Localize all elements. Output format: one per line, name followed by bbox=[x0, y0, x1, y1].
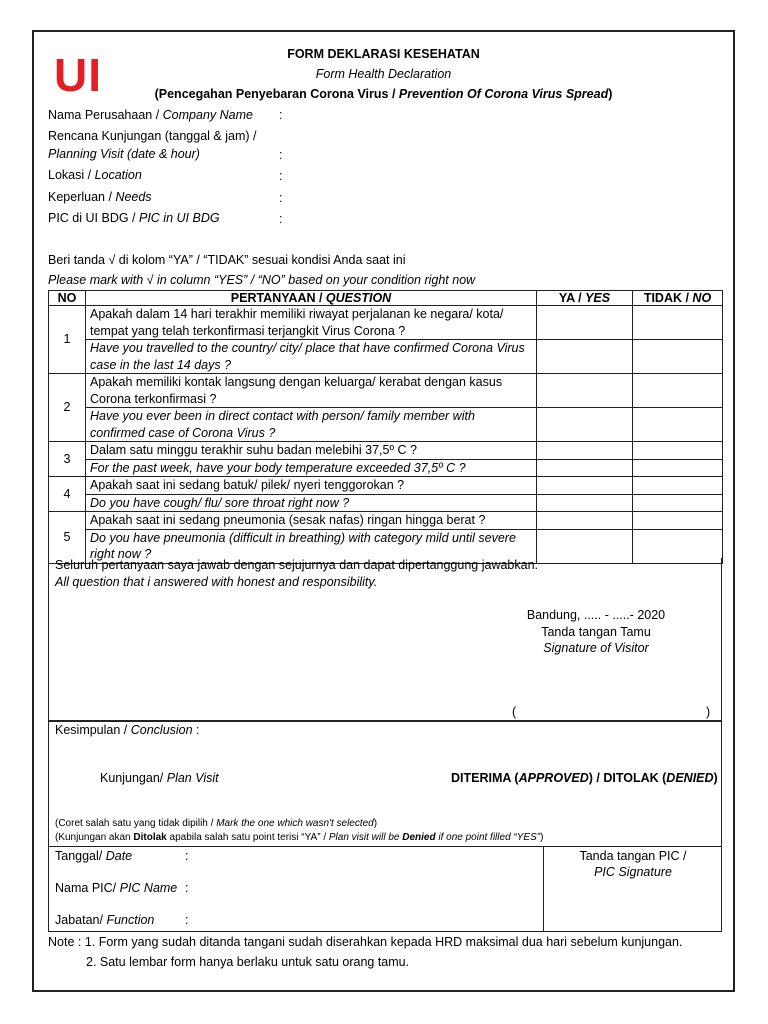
header-no-answer: TIDAK / NO bbox=[633, 291, 723, 306]
question-id: Apakah memiliki kontak langsung dengan keluarga/ kerabat dengan kasus Corona terkonfirmasi ? bbox=[86, 374, 537, 408]
conclusion-note-strike: (Coret salah satu yang tidak dipilih / Mark the one which wasn't selected) bbox=[55, 818, 378, 829]
pic-date-colon: : bbox=[185, 849, 189, 863]
yes-checkbox[interactable] bbox=[537, 306, 633, 340]
form-page bbox=[32, 30, 735, 992]
statement-box bbox=[48, 558, 722, 721]
pic-date-label: Tanggal/ Date bbox=[55, 849, 133, 863]
question-id: Apakah saat ini sedang batuk/ pilek/ nyeri tenggorokan ? bbox=[86, 477, 537, 495]
pic-function-label: Jabatan/ Function bbox=[55, 913, 155, 927]
question-en: Do you have pneumonia (difficult in breathing) with category mild until severe right now ? bbox=[86, 529, 537, 563]
signature-paren-close: ) bbox=[706, 705, 711, 719]
no-checkbox[interactable] bbox=[633, 512, 723, 530]
conclusion-box bbox=[48, 721, 722, 847]
needs-label: Keperluan / Needs bbox=[48, 190, 152, 204]
yes-checkbox[interactable] bbox=[537, 408, 633, 442]
form-title: FORM DEKLARASI KESEHATAN bbox=[287, 47, 480, 61]
pic-signature-label: Tanda tangan PIC / bbox=[579, 849, 687, 863]
yes-checkbox[interactable] bbox=[537, 512, 633, 530]
question-id: Dalam satu minggu terakhir suhu badan melebihi 37,5º C ? bbox=[86, 442, 537, 460]
table-row bbox=[49, 512, 723, 530]
yes-checkbox[interactable] bbox=[537, 442, 633, 460]
no-checkbox[interactable] bbox=[633, 340, 723, 374]
no-checkbox[interactable] bbox=[633, 374, 723, 408]
ui-logo: UI bbox=[54, 49, 102, 101]
instruction-en: Please mark with √ in column “YES” / “NO” based on your condition right now bbox=[48, 273, 476, 287]
yes-checkbox[interactable] bbox=[537, 459, 633, 477]
conclusion-label: Kesimpulan / Conclusion : bbox=[55, 723, 200, 737]
question-en: For the past week, have your body temperature exceeded 37,5º C ? bbox=[86, 459, 537, 477]
table-row bbox=[49, 442, 723, 460]
statement-en: All question that i answered with honest and responsibility. bbox=[55, 575, 378, 589]
row-number: 1 bbox=[49, 306, 86, 374]
note-1: Note : 1. Form yang sudah ditanda tangani sudah diserahkan kepada HRD maksimal dua hari sebelum kunjungan. bbox=[48, 935, 683, 949]
company-name-label: Nama Perusahaan / Company Name bbox=[48, 108, 253, 122]
planning-visit-label: Rencana Kunjungan (tanggal & jam) / bbox=[48, 129, 257, 143]
no-checkbox[interactable] bbox=[633, 442, 723, 460]
pic-box bbox=[48, 847, 722, 932]
row-number: 5 bbox=[49, 512, 86, 564]
no-checkbox[interactable] bbox=[633, 494, 723, 512]
conclusion-note-denied: (Kunjungan akan Ditolak apabila salah satu point terisi “YA” / Plan visit will be Denied if one point filled “YES”) bbox=[55, 832, 544, 843]
table-row bbox=[49, 459, 723, 477]
row-number: 4 bbox=[49, 477, 86, 512]
pic-signature-label-en: PIC Signature bbox=[594, 865, 672, 879]
plan-visit-label: Kunjungan/ Plan Visit bbox=[100, 771, 219, 785]
approval-status[interactable]: DITERIMA (APPROVED) / DITOLAK (DENIED) bbox=[451, 771, 718, 785]
table-row bbox=[49, 374, 723, 408]
visitor-signature-label: Tanda tangan Tamu bbox=[541, 625, 651, 639]
signature-paren-open: ( bbox=[512, 705, 517, 719]
row-number: 2 bbox=[49, 374, 86, 442]
question-en: Do you have cough/ flu/ sore throat right now ? bbox=[86, 494, 537, 512]
instruction-id: Beri tanda √ di kolom “YA” / “TIDAK” sesuai kondisi Anda saat ini bbox=[48, 253, 406, 267]
statement-id: Seluruh pertanyaan saya jawab dengan sejujurnya dan dapat dipertanggung jawabkan. bbox=[55, 558, 538, 572]
form-purpose: (Pencegahan Penyebaran Corona Virus / Prevention Of Corona Virus Spread) bbox=[154, 87, 613, 101]
table-header-row bbox=[49, 291, 723, 306]
question-table bbox=[48, 290, 723, 564]
pic-label: PIC di UI BDG / PIC in UI BDG bbox=[48, 211, 220, 225]
row-number: 3 bbox=[49, 442, 86, 477]
planning-visit-label-en: Planning Visit (date & hour) bbox=[48, 147, 200, 161]
header-question: PERTANYAAN / QUESTION bbox=[86, 291, 537, 306]
pic-function-colon: : bbox=[185, 913, 189, 927]
no-checkbox[interactable] bbox=[633, 306, 723, 340]
form-subtitle: Form Health Declaration bbox=[315, 67, 452, 81]
no-checkbox[interactable] bbox=[633, 459, 723, 477]
table-row bbox=[49, 477, 723, 495]
planning-visit-colon: : bbox=[279, 148, 283, 162]
question-id: Apakah saat ini sedang pneumonia (sesak nafas) ringan hingga berat ? bbox=[86, 512, 537, 530]
company-name-colon: : bbox=[279, 108, 283, 122]
visitor-signature-label-en: Signature of Visitor bbox=[543, 641, 649, 655]
location-label: Lokasi / Location bbox=[48, 168, 142, 182]
table-row bbox=[49, 306, 723, 340]
yes-checkbox[interactable] bbox=[537, 374, 633, 408]
question-en: Have you travelled to the country/ city/ place that have confirmed Corona Virus case in the last 14 days ? bbox=[86, 340, 537, 374]
place-date: Bandung, ..... - .....- 2020 bbox=[526, 608, 666, 622]
pic-name-label: Nama PIC/ PIC Name bbox=[55, 881, 178, 895]
yes-checkbox[interactable] bbox=[537, 340, 633, 374]
question-en: Have you ever been in direct contact with person/ family member with confirmed case of Corona Virus ? bbox=[86, 408, 537, 442]
pic-name-colon: : bbox=[185, 881, 189, 895]
yes-checkbox[interactable] bbox=[537, 494, 633, 512]
note-2: 2. Satu lembar form hanya berlaku untuk satu orang tamu. bbox=[86, 955, 410, 969]
no-checkbox[interactable] bbox=[633, 408, 723, 442]
table-row bbox=[49, 340, 723, 374]
yes-checkbox[interactable] bbox=[537, 477, 633, 495]
question-id: Apakah dalam 14 hari terakhir memiliki riwayat perjalanan ke negara/ kota/ tempat yang telah terkonfirmasi terjangkit Virus Corona ? bbox=[86, 306, 537, 340]
pic-colon: : bbox=[279, 212, 283, 226]
header-no: NO bbox=[49, 291, 86, 306]
location-colon: : bbox=[279, 169, 283, 183]
table-row bbox=[49, 408, 723, 442]
header-yes: YA / YES bbox=[537, 291, 633, 306]
needs-colon: : bbox=[279, 191, 283, 205]
table-row bbox=[49, 494, 723, 512]
no-checkbox[interactable] bbox=[633, 477, 723, 495]
